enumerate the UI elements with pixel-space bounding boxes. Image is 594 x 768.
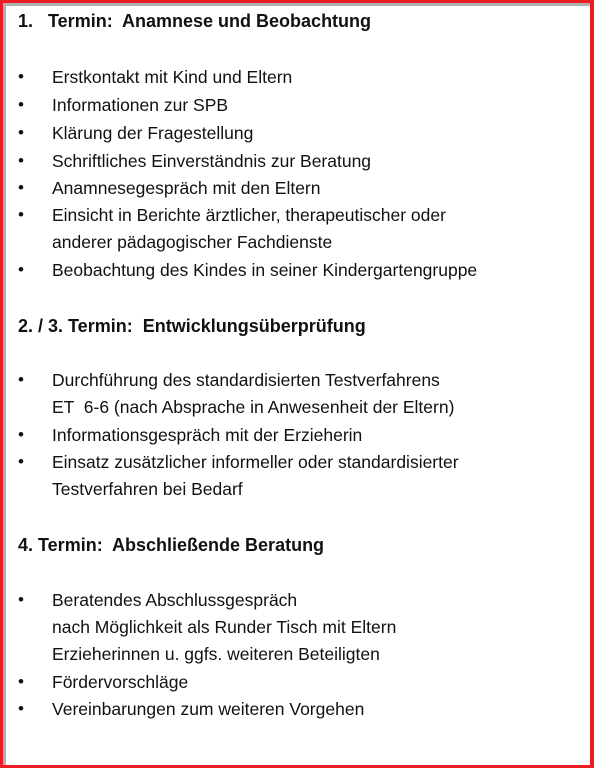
- list-item-text: Informationsgespräch mit der Erzieherin: [52, 425, 363, 445]
- list-item-text: Erstkontakt mit Kind und Eltern: [52, 67, 293, 87]
- list-item-text-continued: ET 6-6 (nach Absprache in Anwesenheit der Eltern): [52, 397, 455, 417]
- list-item-text-continued: Erzieherinnen u. ggfs. weiteren Beteiligten: [52, 644, 380, 664]
- bullet-icon: •: [18, 260, 24, 279]
- list-item-text: Beobachtung des Kindes in seiner Kindergartengruppe: [52, 260, 478, 280]
- list-item-text: Klärung der Fragestellung: [52, 123, 254, 143]
- list-item-text: Fördervorschläge: [52, 672, 189, 692]
- bullet-icon: •: [18, 452, 24, 471]
- list-item-text: Informationen zur SPB: [52, 95, 229, 115]
- section-3-heading: 4. Termin: Abschließende Beratung: [18, 535, 325, 555]
- list-item-text: Einsicht in Berichte ärztlicher, therapeutischer oder: [52, 205, 446, 225]
- bullet-icon: •: [18, 123, 24, 142]
- list-item-text: Einsatz zusätzlicher informeller oder standardisierter: [52, 452, 459, 472]
- bullet-icon: •: [18, 95, 24, 114]
- section-2-heading: 2. / 3. Termin: Entwicklungsüberprüfung: [18, 316, 366, 336]
- list-item-text: Durchführung des standardisierten Testverfahrens: [52, 370, 440, 390]
- list-item-text-continued: anderer pädagogischer Fachdienste: [52, 232, 333, 252]
- bullet-icon: •: [18, 151, 24, 170]
- bullet-icon: •: [18, 370, 24, 389]
- bullet-icon: •: [18, 590, 24, 609]
- bullet-icon: •: [18, 205, 24, 224]
- list-item-text: Schriftliches Einverständnis zur Beratung: [52, 151, 372, 171]
- list-item-text: Anamnesegespräch mit den Eltern: [52, 178, 321, 198]
- list-item-text: Vereinbarungen zum weiteren Vorgehen: [52, 699, 365, 719]
- list-item-text-continued: nach Möglichkeit als Runder Tisch mit Eltern: [52, 617, 397, 637]
- section-1-heading: 1. Termin: Anamnese und Beobachtung: [18, 11, 372, 31]
- bullet-icon: •: [18, 672, 24, 691]
- bullet-icon: •: [18, 67, 24, 86]
- bullet-icon: •: [18, 425, 24, 444]
- list-item-text: Beratendes Abschlussgespräch: [52, 590, 298, 610]
- bullet-icon: •: [18, 178, 24, 197]
- bullet-icon: •: [18, 699, 24, 718]
- list-item-text-continued: Testverfahren bei Bedarf: [52, 479, 243, 499]
